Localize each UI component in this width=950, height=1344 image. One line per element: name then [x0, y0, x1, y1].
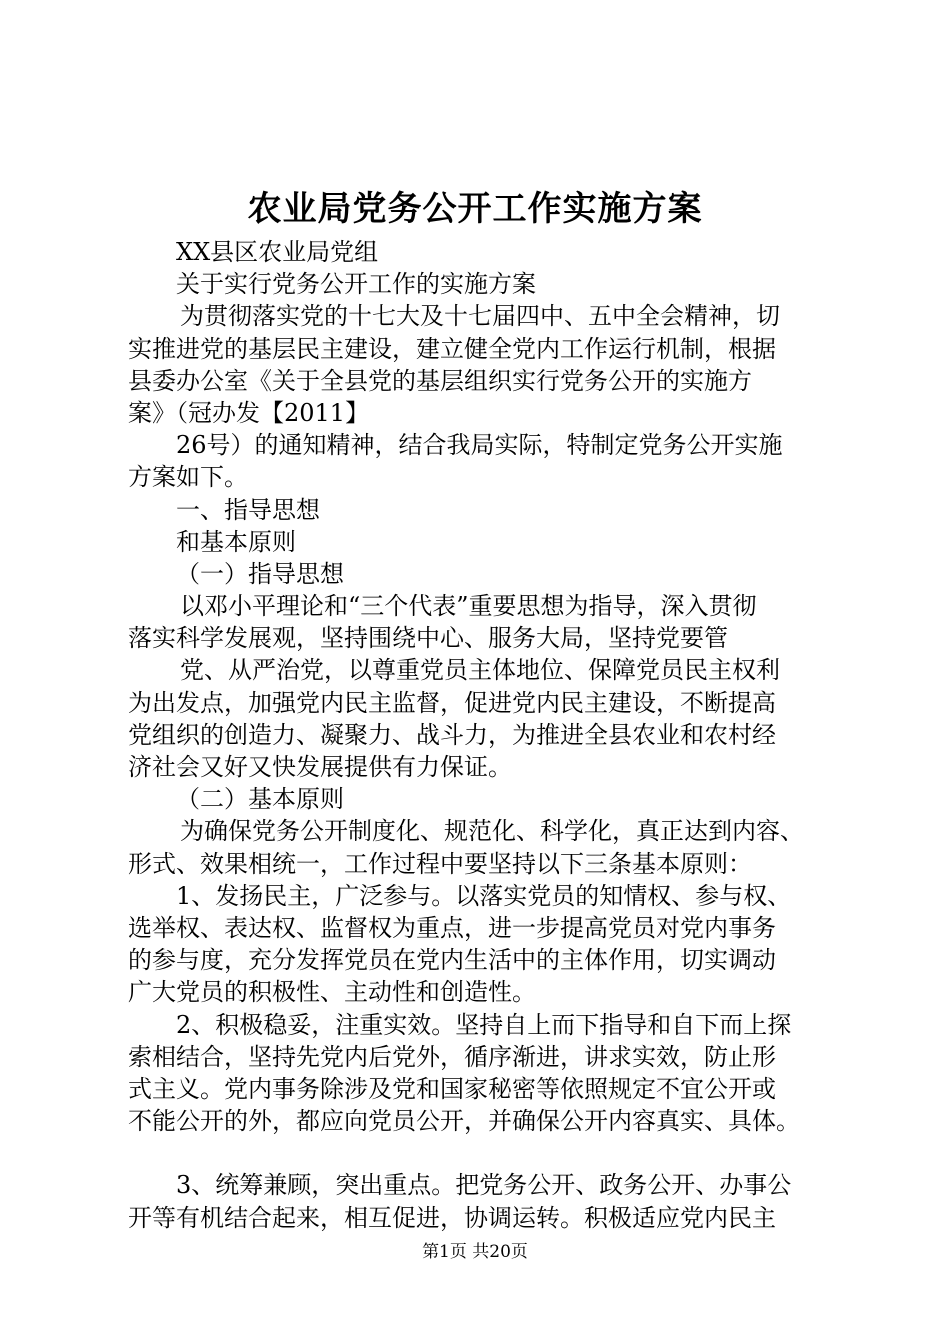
text-line: 为出发点，加强党内民主监督，促进党内民主建设，不断提高: [128, 688, 776, 717]
text-line: 2、积极稳妥，注重实效。坚持自上而下指导和自下而上探: [176, 1010, 792, 1039]
text-line: 3、统筹兼顾，突出重点。把党务公开、政务公开、办事公: [176, 1171, 792, 1200]
text-line: 为确保党务公开制度化、规范化、科学化，真正达到内容、: [180, 817, 804, 846]
text-line: 选举权、表达权、监督权为重点，进一步提高党员对党内事务: [128, 913, 776, 942]
text-line: 广大党员的积极性、主动性和创造性。: [128, 978, 536, 1007]
text-line: 不能公开的外，都应向党员公开，并确保公开内容真实、具体。: [128, 1107, 800, 1136]
text-line: 党、从严治党，以尊重党员主体地位、保障党员民主权利: [180, 656, 780, 685]
text-line: 式主义。党内事务除涉及党和国家秘密等依照规定不宜公开或: [128, 1074, 776, 1103]
text-line: 案》（冠办发【2011】: [128, 398, 370, 427]
text-line: 方案如下。: [128, 463, 248, 492]
text-line: 关于实行党务公开工作的实施方案: [176, 270, 536, 299]
text-line: 党组织的创造力、凝聚力、战斗力，为推进全县农业和农村经: [128, 720, 776, 749]
text-line: 26号）的通知精神，结合我局实际，特制定党务公开实施: [176, 431, 783, 460]
text-line: 索相结合，坚持先党内后党外，循序渐进，讲求实效，防止形: [128, 1042, 776, 1071]
subsection-heading: （二）基本原则: [176, 785, 344, 814]
text-line: 落实科学发展观，坚持围绕中心、服务大局，坚持党要管: [128, 624, 728, 653]
text-line: 的参与度，充分发挥党员在党内生活中的主体作用，切实调动: [128, 946, 776, 975]
text-line: 以邓小平理论和“三个代表”重要思想为指导，深入贯彻: [180, 592, 757, 621]
text-line: XX县区农业局党组: [176, 238, 379, 266]
page-number-footer: 第1页 共20页: [422, 1242, 528, 1262]
text-line: 开等有机结合起来，相互促进，协调运转。积极适应党内民主: [128, 1203, 776, 1232]
text-line: 实推进党的基层民主建设，建立健全党内工作运行机制，根据: [128, 334, 776, 363]
subsection-heading: （一）指导思想: [176, 559, 344, 588]
section-heading: 和基本原则: [176, 527, 296, 556]
text-line: 1、发扬民主，广泛参与。以落实党员的知情权、参与权、: [176, 881, 792, 910]
text-line: 形式、效果相统一，工作过程中要坚持以下三条基本原则：: [128, 849, 752, 878]
paragraph-gap: [128, 1137, 838, 1169]
text-line: 济社会又好又快发展提供有力保证。: [128, 753, 512, 781]
document-title: 农业局党务公开工作实施方案: [247, 189, 703, 229]
text-line: 县委办公室《关于全县党的基层组织实行党务公开的实施方: [128, 366, 752, 395]
section-heading: 一、指导思想: [176, 495, 320, 524]
text-line: 为贯彻落实党的十七大及十七届四中、五中全会精神，切: [180, 302, 780, 331]
document-body: [128, 236, 838, 1234]
